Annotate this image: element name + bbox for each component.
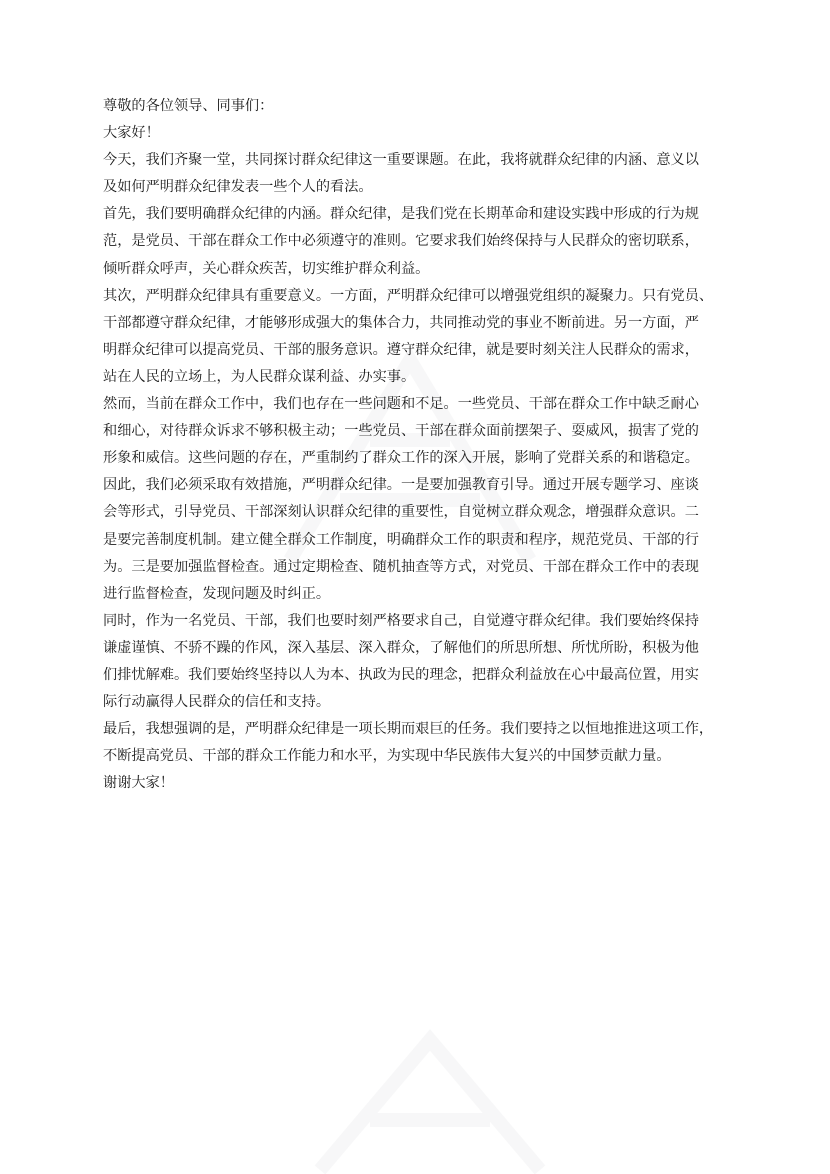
opening-line: 大家好！ (103, 125, 160, 142)
paragraph-6-line-3: 们排忧解难。我们要始终坚持以人为本、执政为民的理念，把群众利益放在心中最高位置，用实 (103, 666, 699, 683)
watermark-graphic-bottom (300, 1000, 560, 1174)
paragraph-2-line-1: 首先，我们要明确群众纪律的内涵。群众纪律，是我们党在长期革命和建设实践中形成的行为规 (103, 206, 699, 223)
paragraph-3-line-1: 其次，严明群众纪律具有重要意义。一方面，严明群众纪律可以增强党组织的凝聚力。只有党员、 (103, 287, 714, 304)
paragraph-5-line-3: 是要完善制度机制。建立健全群众工作制度，明确群众工作的职责和程序，规范党员、干部的行 (103, 531, 699, 548)
paragraph-4-line-3: 形象和威信。这些问题的存在，严重制约了群众工作的深入开展，影响了党群关系的和谐稳定。 (103, 450, 699, 467)
paragraph-3-line-4: 站在人民的立场上，为人民群众谋利益、办实事。 (103, 368, 416, 385)
paragraph-6-line-1: 同时，作为一名党员、干部，我们也要时刻严格要求自己，自觉遵守群众纪律。我们要始终保持 (103, 612, 699, 629)
paragraph-4-line-1: 然而，当前在群众工作中，我们也存在一些问题和不足。一些党员、干部在群众工作中缺乏耐心 (103, 396, 699, 413)
paragraph-6-line-4: 际行动赢得人民群众的信任和支持。 (103, 694, 331, 711)
paragraph-5-line-2: 会等形式，引导党员、干部深刻认识群众纪律的重要性，自觉树立群众观念，增强群众意识。二 (103, 504, 699, 521)
paragraph-6-line-2: 谦虚谨慎、不骄不躁的作风，深入基层、深入群众，了解他们的所思所想、所忧所盼，积极为他 (103, 639, 699, 656)
paragraph-2-line-2: 范，是党员、干部在群众工作中必须遵守的准则。它要求我们始终保持与人民群众的密切联系， (103, 233, 699, 250)
paragraph-1-line-2: 及如何严明群众纪律发表一些个人的看法。 (103, 179, 373, 196)
greeting: 尊敬的各位领导、同事们： (103, 98, 274, 114)
paragraph-5-line-5: 进行监督检查，发现问题及时纠正。 (103, 585, 331, 602)
paragraph-5-line-1: 因此，我们必须采取有效措施，严明群众纪律。一是要加强教育引导。通过开展专题学习、座谈 (103, 477, 699, 494)
paragraph-7-line-1: 最后，我想强调的是，严明群众纪律是一项长期而艰巨的任务。我们要持之以恒地推进这项工作， (103, 721, 714, 738)
closing-line: 谢谢大家！ (103, 775, 174, 792)
paragraph-4-line-2: 和细心，对待群众诉求不够积极主动；一些党员、干部在群众面前摆架子、耍威风，损害了党的 (103, 423, 699, 440)
paragraph-3-line-3: 明群众纪律可以提高党员、干部的服务意识。遵守群众纪律，就是要时刻关注人民群众的需求， (103, 341, 699, 358)
paragraph-2-line-3: 倾听群众呼声，关心群众疾苦，切实维护群众利益。 (103, 260, 430, 277)
paragraph-7-line-2: 不断提高党员、干部的群众工作能力和水平，为实现中华民族伟大复兴的中国梦贡献力量。 (103, 748, 671, 765)
paragraph-3-line-2: 干部都遵守群众纪律，才能够形成强大的集体合力，共同推动党的事业不断前进。另一方面，严 (103, 314, 699, 331)
paragraph-5-line-4: 为。三是要加强监督检查。通过定期检查、随机抽查等方式，对党员、干部在群众工作中的表现 (103, 558, 699, 575)
speech-body (103, 93, 748, 797)
paragraph-1-line-1: 今天，我们齐聚一堂，共同探讨群众纪律这一重要课题。在此，我将就群众纪律的内涵、意义以 (103, 152, 699, 169)
